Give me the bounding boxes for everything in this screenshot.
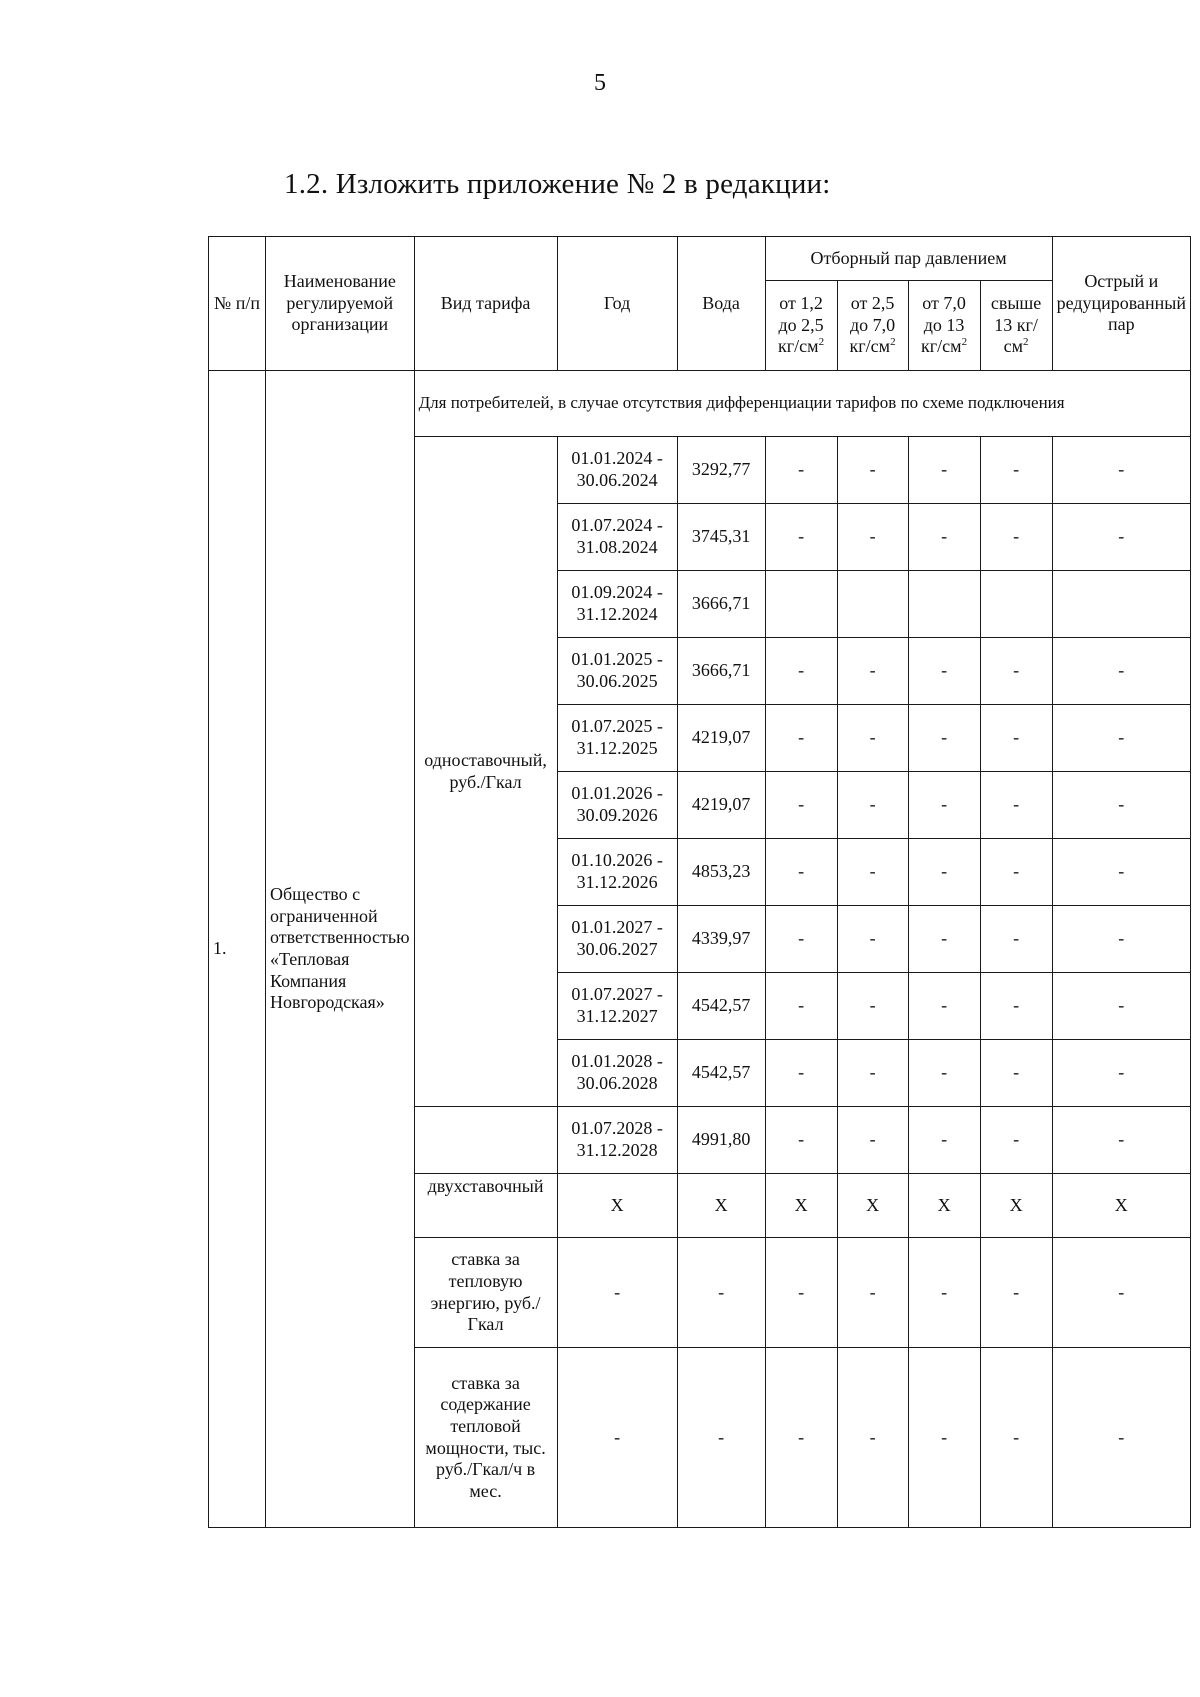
steam-value: - bbox=[837, 437, 908, 504]
rate-value: - bbox=[1052, 1238, 1190, 1348]
header-steam-group: Отборный пар давлением bbox=[765, 237, 1052, 281]
header-steam-col: от 7,0 до 13 $кг/см^2$ bbox=[908, 281, 980, 371]
steam-value: - bbox=[765, 705, 837, 772]
steam-value: - bbox=[980, 906, 1052, 973]
steam-value: - bbox=[837, 638, 908, 705]
steam-value: - bbox=[837, 705, 908, 772]
steam-value: - bbox=[980, 772, 1052, 839]
header-water: Вода bbox=[677, 237, 765, 371]
tariff-table bbox=[208, 236, 1191, 1528]
sharp-steam-value: - bbox=[1052, 705, 1190, 772]
steam-value: - bbox=[837, 1040, 908, 1107]
steam-value: - bbox=[908, 1107, 980, 1174]
sharp-steam-value: - bbox=[1052, 437, 1190, 504]
steam-value: - bbox=[908, 772, 980, 839]
capacity-rate-label: ставка за содержание тепловой мощности, тыс. руб./Гкал/ч в мес. bbox=[414, 1348, 557, 1528]
steam-value: - bbox=[765, 437, 837, 504]
water-value: 3292,77 bbox=[677, 437, 765, 504]
steam-value: - bbox=[908, 638, 980, 705]
cross-cell: X bbox=[557, 1174, 677, 1238]
sharp-steam-value: - bbox=[1052, 638, 1190, 705]
period-cell: 01.07.2028 - 31.12.2028 bbox=[557, 1107, 677, 1174]
steam-value: - bbox=[908, 1040, 980, 1107]
steam-value: - bbox=[765, 1107, 837, 1174]
header-year: Год bbox=[557, 237, 677, 371]
empty-tariff-cell bbox=[414, 1107, 557, 1174]
sharp-steam-value: - bbox=[1052, 504, 1190, 571]
steam-value: - bbox=[980, 638, 1052, 705]
steam-value: - bbox=[908, 839, 980, 906]
period-cell: 01.01.2028 - 30.06.2028 bbox=[557, 1040, 677, 1107]
steam-value: - bbox=[908, 437, 980, 504]
steam-value: - bbox=[837, 839, 908, 906]
steam-value: - bbox=[908, 906, 980, 973]
sharp-steam-value bbox=[1052, 571, 1190, 638]
consumer-note: Для потребителей, в случае отсутствия дифференциации тарифов по схеме подключения bbox=[414, 371, 1190, 437]
steam-value: - bbox=[980, 973, 1052, 1040]
steam-value: - bbox=[765, 638, 837, 705]
steam-value bbox=[765, 571, 837, 638]
cross-cell: X bbox=[1052, 1174, 1190, 1238]
table-header bbox=[209, 237, 1191, 371]
steam-value: - bbox=[765, 906, 837, 973]
period-cell: 01.07.2027 - 31.12.2027 bbox=[557, 973, 677, 1040]
rate-value: - bbox=[980, 1238, 1052, 1348]
period-cell: 01.07.2024 - 31.08.2024 bbox=[557, 504, 677, 571]
water-value: 4219,07 bbox=[677, 772, 765, 839]
sharp-steam-value: - bbox=[1052, 906, 1190, 973]
table-body bbox=[209, 371, 1191, 1528]
steam-value bbox=[980, 571, 1052, 638]
steam-value: - bbox=[837, 772, 908, 839]
steam-value: - bbox=[765, 973, 837, 1040]
water-value: 4991,80 bbox=[677, 1107, 765, 1174]
water-value: 3745,31 bbox=[677, 504, 765, 571]
steam-value: - bbox=[980, 1107, 1052, 1174]
steam-value: - bbox=[837, 973, 908, 1040]
water-value: 4853,23 bbox=[677, 839, 765, 906]
header-steam-col: свыше 13 $кг/см^2$ bbox=[980, 281, 1052, 371]
rate-value: - bbox=[837, 1348, 908, 1528]
steam-value: - bbox=[908, 705, 980, 772]
rate-value: - bbox=[908, 1238, 980, 1348]
steam-value: - bbox=[837, 1107, 908, 1174]
water-value: 4542,57 bbox=[677, 1040, 765, 1107]
header-sharp-steam: Острый и редуцированный пар bbox=[1052, 237, 1190, 371]
steam-value: - bbox=[980, 1040, 1052, 1107]
organization-name: Общество с ограниченной ответственностью «Тепловая Компания Новгородская» bbox=[266, 371, 415, 1528]
rate-value: - bbox=[1052, 1348, 1190, 1528]
one-part-label: одноставочный, руб./Гкал bbox=[414, 437, 557, 1107]
cross-cell: X bbox=[980, 1174, 1052, 1238]
period-cell: 01.10.2026 - 31.12.2026 bbox=[557, 839, 677, 906]
period-cell: 01.01.2025 - 30.06.2025 bbox=[557, 638, 677, 705]
header-steam-col: от 1,2 до 2,5 $кг/см^2$ bbox=[765, 281, 837, 371]
header-organization: Наименование регулируемой организации bbox=[266, 237, 415, 371]
period-cell: 01.01.2026 - 30.09.2026 bbox=[557, 772, 677, 839]
rate-value: - bbox=[557, 1348, 677, 1528]
header-number: № п/п bbox=[209, 237, 266, 371]
two-part-label: двухставочный bbox=[414, 1174, 557, 1238]
steam-value: - bbox=[980, 705, 1052, 772]
steam-value: - bbox=[765, 504, 837, 571]
section-heading: 1.2. Изложить приложение № 2 в редакции: bbox=[284, 168, 831, 200]
steam-value: - bbox=[908, 504, 980, 571]
water-value: 4339,97 bbox=[677, 906, 765, 973]
cross-cell: X bbox=[765, 1174, 837, 1238]
rate-value: - bbox=[765, 1348, 837, 1528]
cross-cell: X bbox=[908, 1174, 980, 1238]
sharp-steam-value: - bbox=[1052, 973, 1190, 1040]
heat-energy-rate-label: ставка за тепловую энергию, руб./Гкал bbox=[414, 1238, 557, 1348]
rate-value: - bbox=[980, 1348, 1052, 1528]
steam-value bbox=[837, 571, 908, 638]
water-value: 4219,07 bbox=[677, 705, 765, 772]
steam-value: - bbox=[980, 437, 1052, 504]
period-cell: 01.01.2027 - 30.06.2027 bbox=[557, 906, 677, 973]
sharp-steam-value: - bbox=[1052, 1040, 1190, 1107]
rate-value: - bbox=[837, 1238, 908, 1348]
header-tariff-type: Вид тарифа bbox=[414, 237, 557, 371]
sharp-steam-value: - bbox=[1052, 1107, 1190, 1174]
steam-value: - bbox=[837, 906, 908, 973]
cross-cell: X bbox=[837, 1174, 908, 1238]
period-cell: 01.07.2025 - 31.12.2025 bbox=[557, 705, 677, 772]
water-value: 3666,71 bbox=[677, 571, 765, 638]
rate-value: - bbox=[557, 1238, 677, 1348]
steam-value: - bbox=[765, 772, 837, 839]
steam-value: - bbox=[980, 839, 1052, 906]
steam-value: - bbox=[765, 839, 837, 906]
header-steam-col: от 2,5 до 7,0 $кг/см^2$ bbox=[837, 281, 908, 371]
rate-value: - bbox=[765, 1238, 837, 1348]
page-number: 5 bbox=[594, 70, 606, 96]
sharp-steam-value: - bbox=[1052, 839, 1190, 906]
row-number: 1. bbox=[209, 371, 266, 1528]
period-cell: 01.09.2024 - 31.12.2024 bbox=[557, 571, 677, 638]
cross-cell: X bbox=[677, 1174, 765, 1238]
steam-value: - bbox=[908, 973, 980, 1040]
rate-value: - bbox=[677, 1348, 765, 1528]
steam-value: - bbox=[837, 504, 908, 571]
steam-value: - bbox=[765, 1040, 837, 1107]
steam-value: - bbox=[980, 504, 1052, 571]
period-cell: 01.01.2024 - 30.06.2024 bbox=[557, 437, 677, 504]
water-value: 3666,71 bbox=[677, 638, 765, 705]
steam-value bbox=[908, 571, 980, 638]
sharp-steam-value: - bbox=[1052, 772, 1190, 839]
water-value: 4542,57 bbox=[677, 973, 765, 1040]
rate-value: - bbox=[908, 1348, 980, 1528]
rate-value: - bbox=[677, 1238, 765, 1348]
